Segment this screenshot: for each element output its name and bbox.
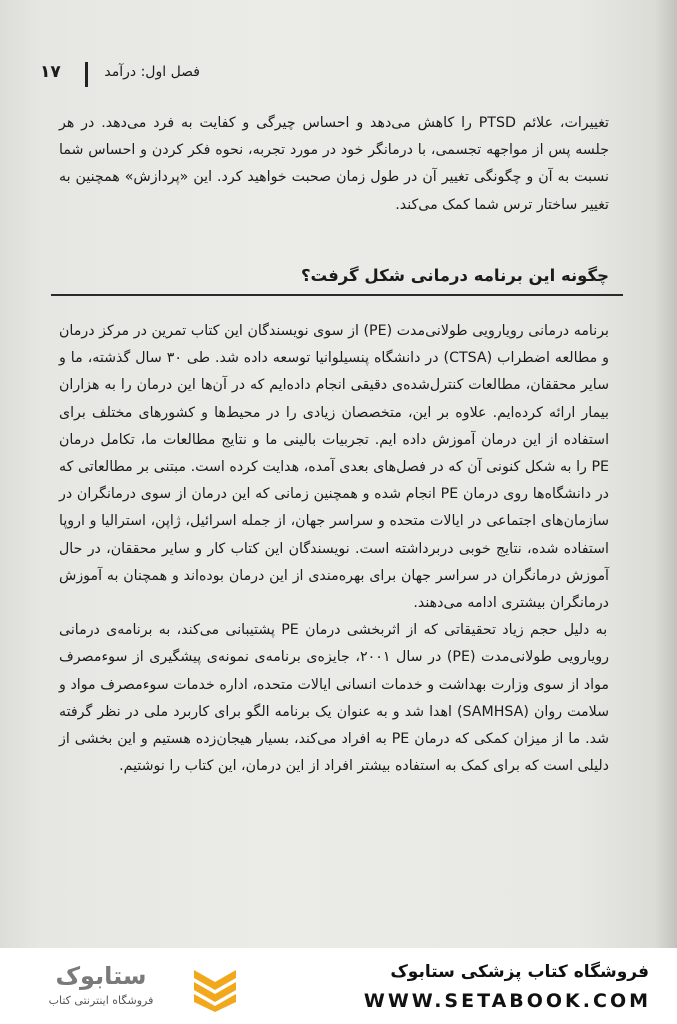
text-line: برنامه درمانی رویارویی طولانی‌مدت (PE) از سوی نویسندگان این کتاب تمرین در مرکز: [94, 323, 609, 339]
intro-text: [59, 110, 609, 219]
text-line: درمان و مطالعه اضطراب (CTSA) در دانشگاه پنسیلوانیا توسعه داده شد. طی ۳۰ سال: [59, 323, 609, 367]
store-name: فروشگاه کتاب پزشکی ستابوک: [390, 962, 649, 982]
heading-underline: [51, 294, 623, 296]
text-line: مطالعات ما، تکامل درمان PE را به شکل کنونی آن که در فصل‌های بعدی آمده، هدایت: [59, 431, 609, 476]
text-line: درمان را به هزاران بیمار ارائه کرده‌ایم. علاوه بر این، متخصصان زیادی را در محیط‌ها و: [59, 377, 609, 421]
text-line: «پردازش» همچنین به تغییر ساختار ترس شما کمک می‌کند.: [59, 169, 609, 213]
paragraph-origin: [59, 318, 609, 780]
text-line: است. نویسندگان این کتاب کار و سایر محققان، در حال آموزش درمانگران در سراسر: [59, 540, 609, 584]
intro-paragraph: [59, 110, 609, 219]
text-line: می‌دهند.: [413, 595, 463, 612]
chapter-title: فصل اول: درآمد: [104, 64, 200, 80]
text-line: رویارویی طولانی‌مدت (PE) در سال ۲۰۰۱، جایزه‌ی برنامه‌ی نمونه‌ی پیشگیری از: [127, 649, 609, 666]
text-line: به دلیل حجم زیاد تحقیقاتی که از اثربخشی درمان PE پشتیبانی می‌کند، به برنامه‌ی درمانی: [59, 622, 608, 639]
text-line: کشورهای مختلف برای استفاده از این درمان آموزش داده ایم. تجربیات بالینی ما و نتایج: [59, 404, 610, 448]
text-line: تغییرات، علائم PTSD را کاهش می‌دهد و احساس چیرگی و کفایت به فرد می‌دهد. در: [74, 115, 609, 131]
text-line: درمان، این کتاب را نوشتیم.: [119, 758, 282, 775]
running-head: [40, 62, 200, 88]
text-line: سوءمصرف مواد از سوی وزارت بهداشت و خدمات انسانی ایالات متحده، اداره خدمات: [59, 649, 609, 693]
section-heading: چگونه این برنامه درمانی شکل گرفت؟: [300, 266, 609, 285]
header-divider-bar: [85, 62, 88, 87]
logo-wordmark: ستابوک: [55, 962, 147, 990]
text-line: احساس شما نسبت به آن و چگونگی تغییر آن در طول زمان صحبت خواهید کرد. این: [59, 142, 609, 186]
text-line: گذشته، ما و سایر محققان، مطالعات کنترل‌شده‌ی دقیقی انجام داده‌ایم که در آن‌ها این: [59, 350, 609, 394]
section-heading-block: [51, 266, 623, 296]
text-line: زمانی که این درمان از سوی درمانگران در سازمان‌های اجتماعی در ایالات متحده و: [59, 486, 610, 530]
setabook-logo-icon: [190, 962, 240, 1012]
text-line: کرده است. مبتنی بر مطالعاتی که در دانشگاه‌ها روی درمان PE انجام شده و همچنین: [59, 459, 609, 503]
logo-subtitle: فروشگاه اینترنتی کتاب: [48, 994, 154, 1007]
text-line: سوءمصرف مواد و سلامت روان (SAMHSA) اهدا شد و به عنوان یک برنامه الگو برای: [59, 676, 609, 720]
text-line: سراسر جهان، از جمله اسرائیل، ژاپن، استرالیا و اروپا استفاده شده، نتایج خوبی دربرداشته: [59, 513, 609, 557]
paragraph-1: [59, 318, 609, 617]
page-number: ۱۷: [40, 62, 61, 82]
text-line: کاربرد ملی در نظر گرفته شد. ما از میزان کمکی که درمان PE به افراد می‌کند، بسیار: [59, 703, 610, 748]
text-line: هر جلسه پس از مواجهه تجسمی، با درمانگر خود در مورد تجربه، نحوه فکر کردن و: [59, 115, 609, 159]
text-line: هیجان‌زده هستیم و این بخشی از دلیلی است که برای کمک به استفاده بیشتر افراد از این: [59, 731, 609, 775]
store-url[interactable]: WWW.SETABOOK.COM: [363, 990, 651, 1012]
text-line: جهان برای بهره‌مندی از این درمان بوده‌اند و همچنان به آموزش درمانگران بیشتری ادامه: [59, 567, 609, 612]
paragraph-2: [59, 617, 609, 780]
